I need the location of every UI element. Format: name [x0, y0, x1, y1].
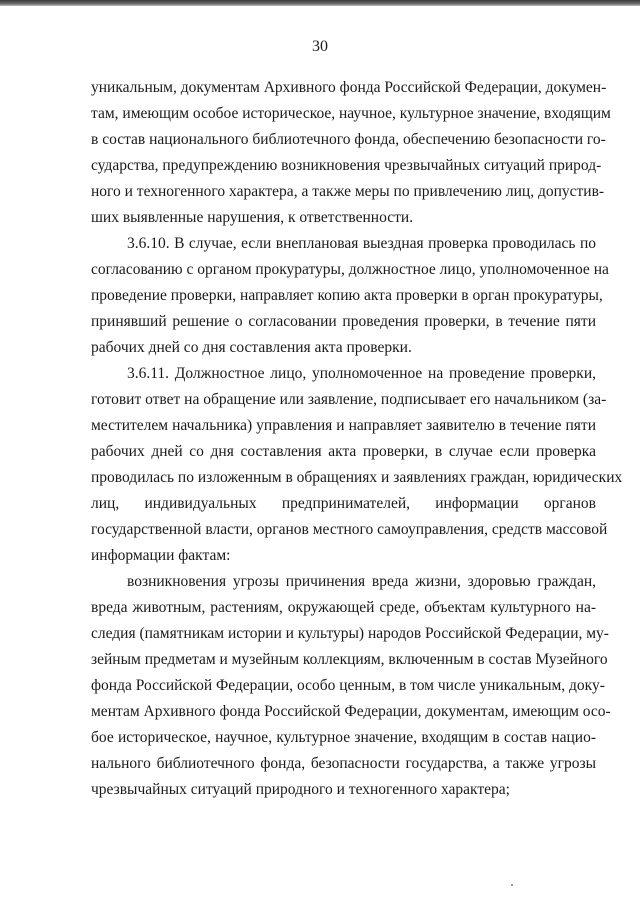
text-line: зейным предметам и музейным коллекциям, включенным в состав Музейного [91, 651, 608, 668]
text-line: нального библиотечного фонда, безопасности государства, а также угрозы [91, 755, 596, 772]
scan-top-edge [0, 0, 640, 6]
text-line: готовит ответ на обращение или заявление, подписывает его начальником (за- [91, 391, 607, 408]
text-line: лиц, индивидуальных предпринимателей, информации органов [91, 495, 596, 512]
text-line: там, имеющим особое историческое, научное, культурное значение, входящим [91, 105, 611, 122]
paragraph-3-6-11-first-line: 3.6.11. Должностное лицо, уполномоченное на проведение проверки, [127, 365, 596, 382]
scan-speck [511, 884, 513, 886]
text-line: проведение проверки, направляет копию акта проверки в орган прокуратуры, [91, 287, 603, 304]
text-line: в состав национального библиотечного фонда, обеспечению безопасности го- [91, 131, 606, 148]
text-line: вреда животным, растениям, окружающей среде, объектам культурного на- [91, 599, 596, 616]
text-line: местителем начальника) управления и направляет заявителю в течение пяти [91, 417, 596, 434]
text-line: чрезвычайных ситуаций природного и техногенного характера; [91, 781, 510, 798]
text-line: ного и техногенного характера, а также меры по привлечению лиц, допустив- [91, 183, 605, 200]
text-line: сударства, предупреждению возникновения чрезвычайных ситуаций природ- [91, 157, 602, 174]
text-line: рабочих дней со дня составления акта проверки. [91, 339, 412, 356]
text-line: согласованию с органом прокуратуры, должностное лицо, уполномоченное на [91, 261, 609, 278]
text-line: проводилась по изложенным в обращениях и заявлениях граждан, юридических [91, 469, 623, 486]
paragraph-3-6-10-first-line: 3.6.10. В случае, если внеплановая выездная проверка проводилась по [127, 235, 596, 252]
list-item-first-line: возникновения угрозы причинения вреда жизни, здоровью граждан, [127, 573, 596, 590]
text-line: бое историческое, научное, культурное значение, входящим в состав нацио- [91, 729, 596, 746]
text-line: ментам Архивного фонда Российской Федерации, документам, имеющим осо- [91, 703, 611, 720]
text-line: фонда Российской Федерации, особо ценным, в том числе уникальным, доку- [91, 677, 605, 694]
text-line: уникальным, документам Архивного фонда Российской Федерации, докумен- [91, 79, 607, 96]
text-line: информации фактам: [91, 547, 231, 564]
text-line: государственной власти, органов местного самоуправления, средств массовой [91, 521, 608, 538]
text-line: принявший решение о согласовании проведения проверки, в течение пяти [91, 313, 596, 330]
text-line: следия (памятникам истории и культуры) народов Российской Федерации, му- [91, 625, 609, 642]
text-line: ших выявленные нарушения, к ответственности. [91, 209, 414, 226]
page-number: 30 [312, 38, 328, 55]
text-line: рабочих дней со дня составления акта проверки, в случае если проверка [91, 443, 596, 460]
